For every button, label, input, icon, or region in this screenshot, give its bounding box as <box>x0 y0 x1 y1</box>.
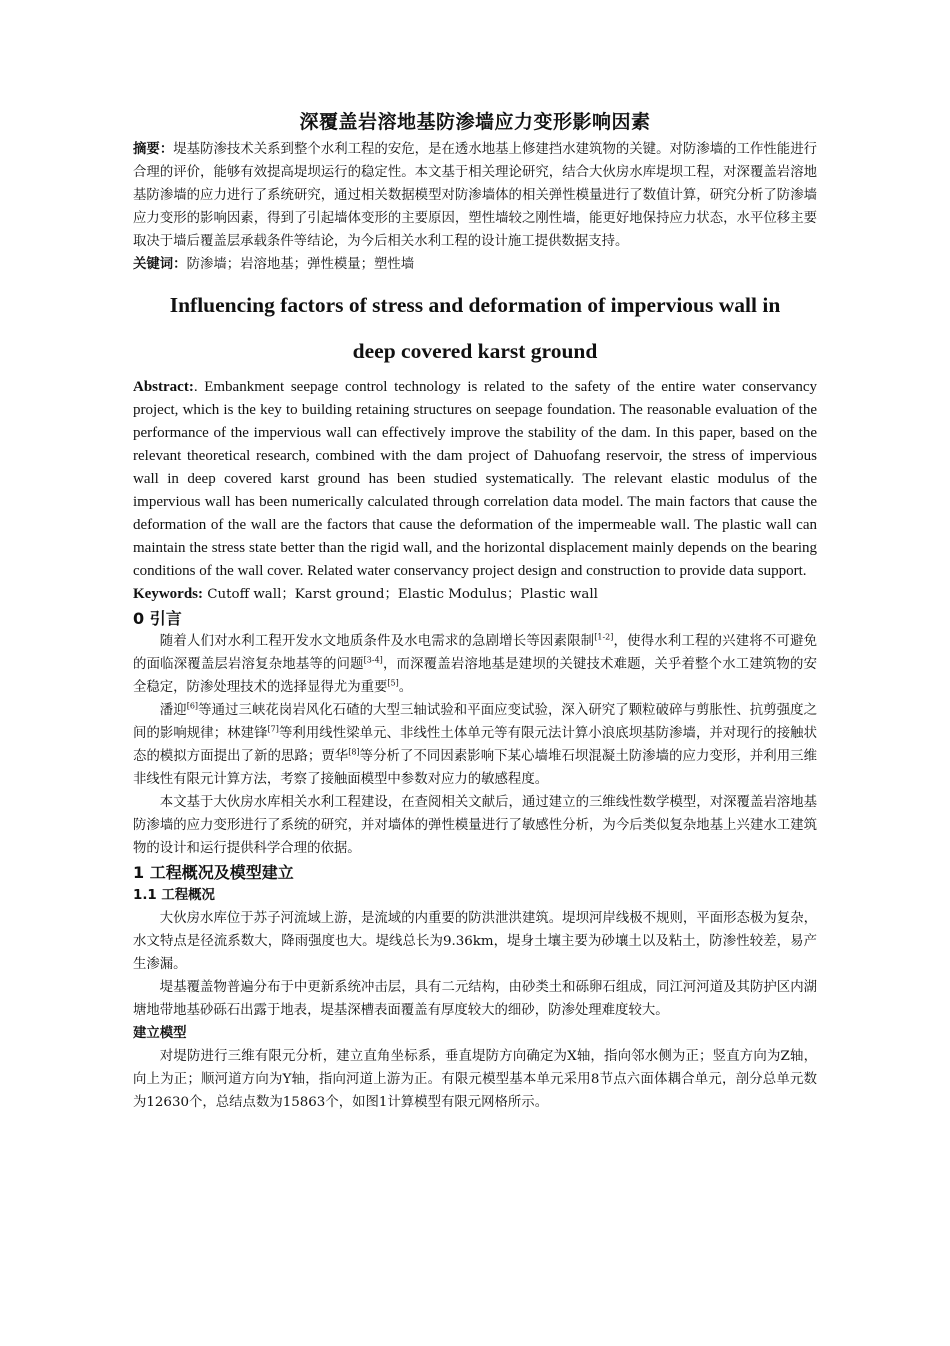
english-title-line-1: Influencing factors of stress and deformation of impervious wall in <box>169 293 781 317</box>
text-run: 。 <box>398 680 413 695</box>
text-run: ，而深覆盖岩溶地基是建坝的关键技术难题，关乎着整个水工建筑物的安全稳定，防渗处理技术的选择显得尤为重要 <box>133 657 817 695</box>
english-keywords-label: Keywords: <box>133 586 203 602</box>
english-title <box>133 282 817 374</box>
text-run: 等利用线性梁单元、非线性土体单元等有限元法计算小浪底坝基防渗墙，并对现行的接触状态的模拟方面提出了新的思路；贾华 <box>133 726 817 764</box>
english-title-line-2: deep covered karst ground <box>352 339 598 363</box>
section-1-heading: 1 工程概况及模型建立 <box>133 863 294 882</box>
chinese-keywords-label: 关键词： <box>133 257 187 272</box>
text-run: 潘迎 <box>159 703 187 718</box>
chinese-keywords <box>133 253 817 276</box>
citation: [7] <box>267 724 279 734</box>
chinese-keywords-text: 防渗墙；岩溶地基；弹性模量；塑性墙 <box>186 257 415 272</box>
overview-paragraph-1: 大伙房水库位于苏子河流域上游，是流域的内重要的防洪泄洪建筑。堤坝河岸线极不规则，平面形态极为复杂，水文特点是径流系数大，降雨强度也大。堤线总长为9.36km，堤身土壤主要为砂壤土以及粘土，防渗性较差，易产生渗漏。 <box>133 911 817 972</box>
text-run: 等通过三峡花岗岩风化石碴的大型三轴试验和平面应变试验，深入研究了颗粒破碎与剪胀性、抗剪强度之间的影响规律；林建锋 <box>133 703 818 741</box>
paper-page <box>133 108 817 1114</box>
section-0-heading: 0 引言 <box>133 609 182 628</box>
text-run: 随着人们对水利工程开发水文地质条件及水电需求的急剧增长等因素限制 <box>159 634 595 649</box>
section-model-heading: 建立模型 <box>133 1026 187 1041</box>
citation: [5] <box>387 678 399 688</box>
citation: [3-4] <box>363 655 383 665</box>
model-paragraph: 对堤防进行三维有限元分析，建立直角坐标系，垂直堤防方向确定为X轴，指向邻水侧为正；竖直方向为Z轴，向上为正；顺河道方向为Y轴，指向河道上游为正。有限元模型基本单元采用8节点六面体耦合单元，剖分总单元数为12630个，总结点数为15863个，如图1计算模型有限元网格所示。 <box>133 1049 817 1110</box>
text-run: 等分析了不同因素影响下某心墙堆石坝混凝土防渗墙的应力变形，并利用三维非线性有限元计算方法，考察了接触面模型中参数对应力的敏感程度。 <box>133 749 817 787</box>
english-keywords-text: Cutoff wall；Karst ground；Elastic Modulus；Plastic wall <box>203 587 598 602</box>
chinese-abstract-label: 摘要： <box>133 142 174 157</box>
chinese-abstract <box>133 138 817 253</box>
english-abstract-text: . Embankment seepage control technology is related to the safety of the entire water conservancy project, which is the key to building retaining structures on seepage foundation. The reasonable evaluation of the performance of the impervious wall can effectively improve the stability of the dam. In this paper, based on the relevant theoretical research, combined with the dam project of Dahuofang reservoir, the stress of impervious wall in deep covered karst ground has been studied systematically. The relevant elastic modulus of the impervious wall has been numerically calculated through correlation data model. The main factors that cause the deformation of the wall are the factors that cause the deformation of the impermeable wall. The plastic wall can maintain the stress state better than the rigid wall, and the horizontal displacement mainly depends on the bearing conditions of the wall cover. Related water conservancy project design and construction to provide data support. <box>133 379 817 579</box>
text-run: ，使得水利工程的兴建将不可避免的面临深覆盖层岩溶复杂地基等的问题 <box>133 634 818 672</box>
overview-paragraph-2: 堤基覆盖物普遍分布于中更新系统冲击层，具有二元结构，由砂类土和砾卵石组成，同江河河道及其防护区内湖塘地带地基砂砾石出露于地表，堤基深槽表面覆盖有厚度较大的细砂，防渗处理难度较大。 <box>133 980 817 1018</box>
intro-paragraph-3: 本文基于大伙房水库相关水利工程建设，在查阅相关文献后，通过建立的三维线性数学模型，对深覆盖岩溶地基防渗墙的应力变形进行了系统的研究，并对墙体的弹性模量进行了敏感性分析，为今后类似复杂地基上兴建水工建筑物的设计和运行提供科学合理的依据。 <box>133 795 817 856</box>
citation: [6] <box>186 701 199 711</box>
english-keywords <box>133 583 817 606</box>
intro-paragraph-1 <box>133 630 817 699</box>
intro-paragraph-2 <box>133 699 817 791</box>
section-1-1-heading: 1.1 工程概况 <box>133 888 215 903</box>
chinese-abstract-text: 堤基防渗技术关系到整个水利工程的安危，是在透水地基上修建挡水建筑物的关键。对防渗墙的工作性能进行合理的评价，能够有效提高堤坝运行的稳定性。本文基于相关理论研究，结合大伙房水库堤坝工程，对深覆盖岩溶地基防渗墙的应力进行了系统研究，通过相关数据模型对防渗墙体的相关弹性模量进行了数值计算，研究分析了防渗墙应力变形的影响因素，得到了引起墙体变形的主要原因，塑性墙较之刚性墙，能更好地保持应力状态，水平位移主要取决于墙后覆盖层承载条件等结论，为今后相关水利工程的设计施工提供数据支持。 <box>133 142 818 249</box>
english-abstract <box>133 376 817 583</box>
citation: [8] <box>348 747 360 757</box>
english-abstract-label: Abstract: <box>133 379 194 395</box>
citation: [1-2] <box>594 632 614 642</box>
chinese-title: 深覆盖岩溶地基防渗墙应力变形影响因素 <box>299 111 651 133</box>
